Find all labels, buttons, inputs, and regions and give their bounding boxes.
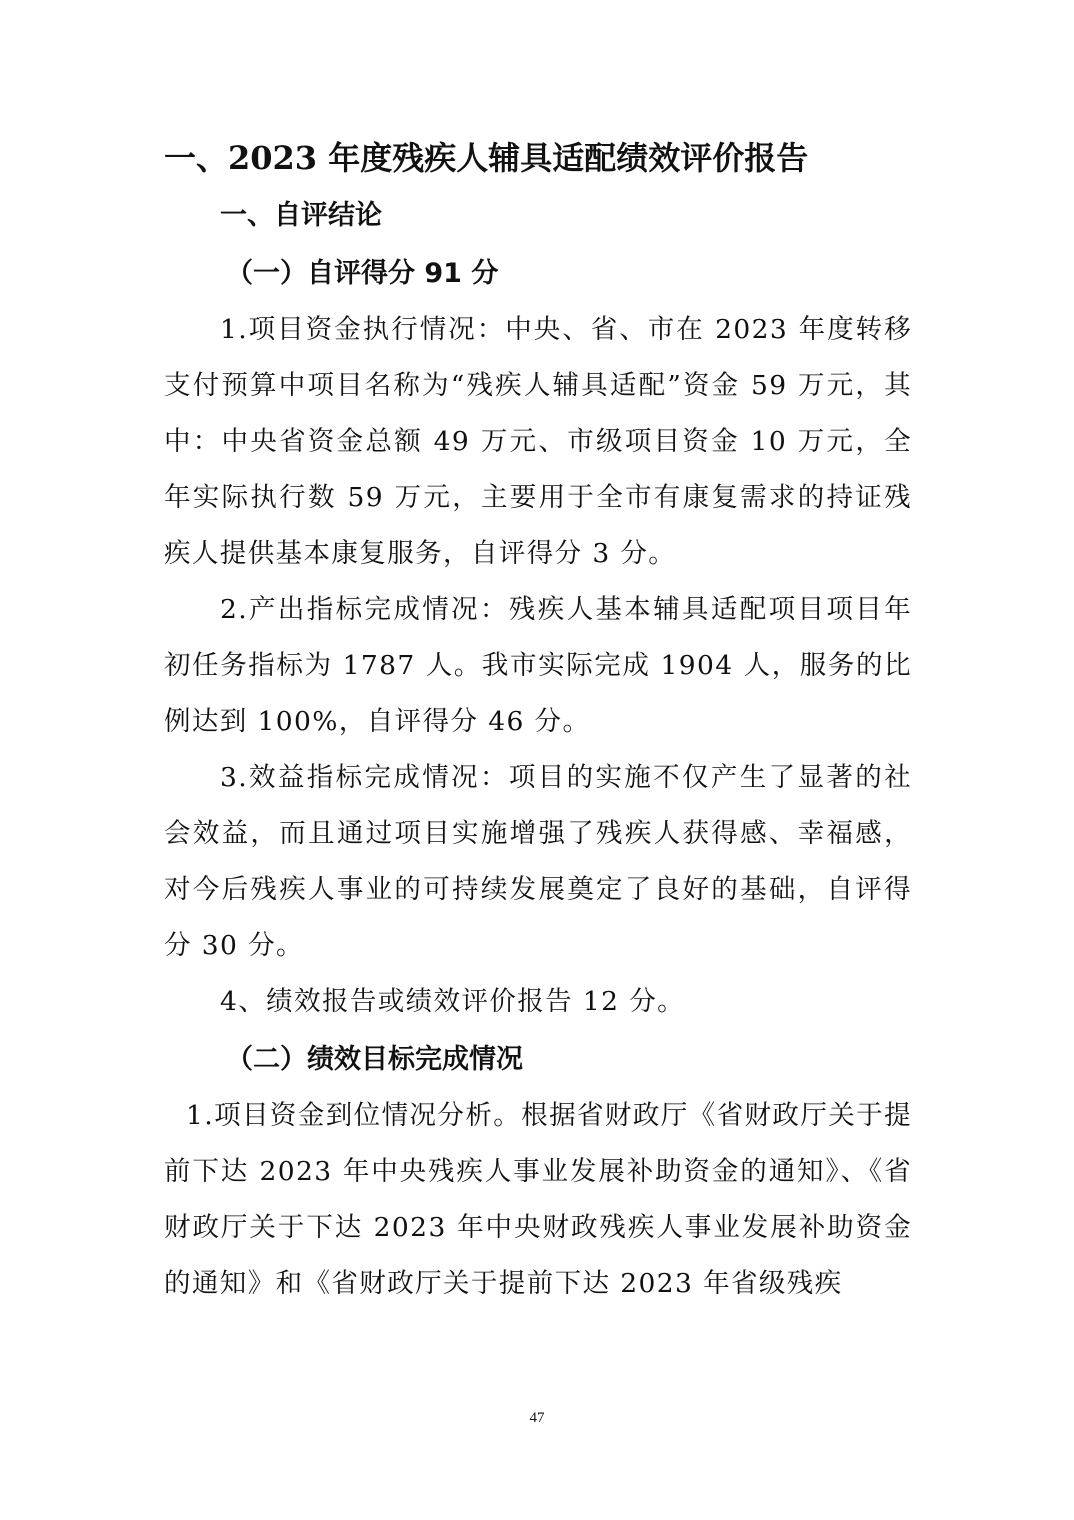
subsection-heading-goal-completion: （二）绩效目标完成情况 (226, 1044, 523, 1075)
subsection-heading-self-score: （一）自评得分 91 分 (226, 258, 499, 289)
document-title: 一、2023 年度残疾人辅具适配绩效评价报告 (164, 139, 809, 177)
page-number: 47 (529, 1410, 545, 1426)
paragraph-output-indicators: 2.产出指标完成情况：残疾人基本辅具适配项目项目年初任务指标为 1787 人。我市实际完成 1904 人，服务的比例达到 100%，自评得分 46 分。 (164, 594, 912, 737)
paragraph-benefit-indicators: 3.效益指标完成情况：项目的实施不仅产生了显著的社会效益，而且通过项目实施增强了残疾人获得感、幸福感，对今后残疾人事业的可持续发展奠定了良好的基础，自评得分 30 分。 (164, 762, 912, 961)
paragraph-performance-report: 4、绩效报告或绩效评价报告 12 分。 (220, 986, 686, 1017)
paragraph-fund-execution: 1.项目资金执行情况：中央、省、市在 2023 年度转移支付预算中项目名称为“残疾人辅具适配”资金 59 万元，其中：中央省资金总额 49 万元、市级项目资金 10 万元，全年实际执行数 59 万元，主要用于全市有康复需求的持证残疾人提供基本康复服务，自评得分 3 分。 (164, 314, 912, 569)
paragraph-fund-arrival: 1.项目资金到位情况分析。根据省财政厅《省财政厅关于提前下达 2023 年中央残疾人事业发展补助资金的通知》、《省财政厅关于下达 2023 年中央财政残疾人事业发展补助资金的通知》和《省财政厅关于提前下达 2023 年省级残疾 (164, 1100, 912, 1299)
document-body (164, 130, 912, 1312)
section-heading-self-evaluation-conclusion: 一、自评结论 (220, 200, 382, 231)
